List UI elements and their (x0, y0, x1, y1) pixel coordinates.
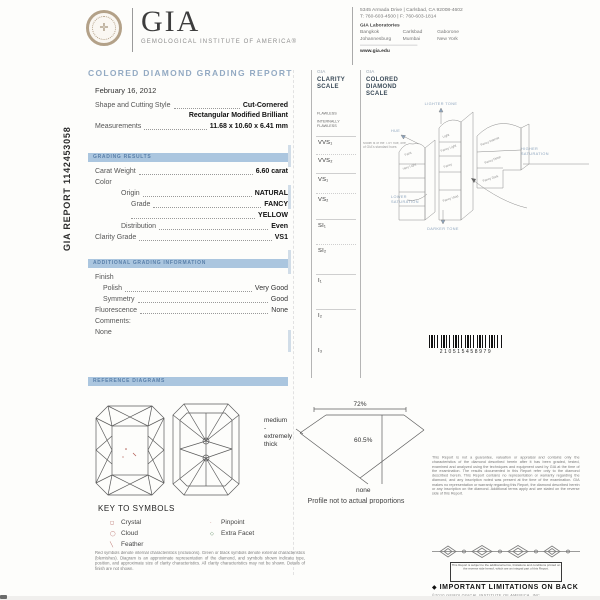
clarity-grade-vs1: VS₁ (318, 177, 329, 183)
clarity-label: Clarity Grade (95, 234, 137, 241)
girdle-label-1: medium (264, 417, 288, 424)
additional-info-section (95, 272, 288, 338)
carat-row (95, 166, 288, 177)
measurements-row (95, 121, 288, 132)
lab-city: Johannesburg (360, 36, 392, 42)
girdle-label-3: extremely (264, 433, 293, 440)
key-to-symbols (98, 504, 288, 550)
polish-value: Very Good (254, 285, 288, 292)
axis-darker-tone: DARKER TONE (427, 227, 459, 231)
labs-grid (360, 29, 524, 42)
gia-seal-icon (86, 10, 122, 46)
symmetry-label: Symmetry (103, 296, 135, 303)
scale-divider (316, 244, 356, 245)
key-item-pinpoint (210, 517, 300, 528)
comments-value: None (95, 329, 112, 336)
key-item-label: Pinpoint (221, 519, 245, 526)
comments-value-row (95, 327, 288, 338)
color-scale-gia: GIA (366, 70, 375, 75)
grade-pointer-arrow (473, 180, 527, 208)
spine-microtext (288, 185, 291, 209)
girdle-label-4: thick (264, 441, 278, 448)
crown-plot-diagram (93, 403, 167, 498)
carat-value: 6.60 carat (255, 168, 288, 175)
scale-divider (316, 154, 356, 155)
block-label: Fancy Vivid (442, 194, 459, 203)
comments-row (95, 316, 288, 327)
block-label: Fancy Dark (482, 174, 499, 183)
depth-percentage: 60.5% (354, 437, 373, 444)
clarity-grade-si2: SI₂ (318, 248, 327, 254)
axis-lighter-tone: LIGHTER TONE (424, 102, 458, 106)
shape-value: Cut-Cornered (242, 102, 288, 109)
origin-label: Origin (121, 190, 140, 197)
scale-divider (316, 136, 356, 137)
axis-lower-saturation-2: SATURATION (391, 200, 419, 204)
profile-diagram (256, 396, 446, 504)
inclusion-symbols (122, 448, 136, 457)
barcode-bars (429, 335, 503, 348)
table-percentage: 72% (353, 401, 367, 408)
color-scale-column (360, 70, 600, 378)
grade-label: Grade (131, 201, 151, 208)
grading-results-header: GRADING RESULTS (88, 153, 288, 162)
axis-lower-saturation-1: LOWER (391, 195, 407, 199)
clarity-scale-title-2: SCALE (317, 84, 339, 90)
clarity-row (95, 232, 288, 243)
key-item-crystal (110, 517, 210, 528)
spine-microtext (288, 250, 291, 274)
key-item-label: Feather (121, 541, 144, 548)
measurements-label: Measurements (95, 123, 142, 130)
scale-divider (316, 274, 356, 275)
scan-edge (0, 596, 600, 600)
security-strip (432, 544, 580, 559)
color-scale-title-2: DIAMOND (366, 84, 397, 90)
lab-city: Gaborone (437, 29, 459, 35)
key-item-feather (110, 539, 210, 550)
clarity-value: VS1 (274, 234, 288, 241)
clarity-scale-column (311, 70, 358, 378)
diamond-icon: ◆ (432, 585, 437, 591)
shape-value-line2: Rectangular Modified Brilliant (188, 112, 288, 119)
lab-city: Mumbai (402, 36, 421, 42)
pinpoint-symbol-icon: · (210, 519, 212, 526)
block-label: Fancy Light (439, 143, 457, 153)
distribution-value: Even (271, 223, 288, 230)
color-label: Color (95, 179, 112, 186)
address-line2: T: 760-603-4500 | F: 760-603-1814 (360, 14, 437, 20)
origin-row (95, 188, 288, 199)
girdle-label-2: - (264, 425, 267, 432)
scale-divider (316, 193, 356, 194)
spine-microtext (288, 145, 291, 167)
key-item-cloud (110, 528, 210, 539)
clarity-grade-vvs2: VVS₂ (318, 158, 333, 164)
cloud-symbol-icon: ◯ (110, 530, 116, 537)
axis-higher-saturation-1: HIGHER (521, 147, 539, 151)
brand-block (141, 5, 298, 45)
crystal-symbol-icon: ◻ (110, 519, 115, 526)
lab-city: Bangkok (360, 29, 380, 35)
lab-city: Carlsbad (402, 29, 423, 35)
grade-value-2: YELLOW (258, 212, 288, 219)
terms-box-text: This Report is subject to the additional terms, limitations and conditions printed on the reverse side hereof, which are an integral part of this Report. (451, 564, 561, 571)
scale-divider (316, 309, 356, 310)
if-label-1: INTERNALLY (317, 120, 340, 124)
gia-website: www.gia.edu (360, 45, 417, 55)
axis-hue: HUE (391, 129, 401, 133)
scale-divider (316, 219, 356, 220)
color-row (95, 177, 288, 188)
scale-divider (316, 173, 356, 174)
fluorescence-value: None (271, 307, 288, 314)
report-date: February 16, 2012 (95, 86, 157, 95)
pavilion-plot-diagram (170, 401, 242, 498)
gia-logo (86, 5, 298, 52)
grade-row (95, 199, 288, 210)
color-scale-title-1: COLORED (366, 77, 399, 83)
lab-city: New York (437, 36, 458, 42)
color-scale-3d-diagram (389, 90, 599, 250)
grade-value-1: FANCY (264, 201, 288, 208)
finish-row (95, 272, 288, 283)
key-item-label: Extra Facet (221, 530, 255, 537)
clarity-grade-i2: I₂ (318, 313, 323, 319)
clarity-grade-vs2: VS₂ (318, 197, 329, 203)
carat-label: Carat Weight (95, 168, 136, 175)
clarity-grade-si1: SI₁ (318, 223, 327, 229)
reference-diagrams-header: REFERENCE DIAGRAMS (88, 377, 288, 386)
feather-symbol-icon: ╲ (110, 541, 114, 548)
flawless-label: FLAWLESS (317, 112, 337, 116)
extra-facet-symbol-icon: ◇ (210, 530, 214, 537)
barcode-number: 210515458979 (439, 349, 493, 355)
symmetry-value: Good (270, 296, 288, 303)
identification-section (95, 100, 288, 132)
limitations-banner (432, 584, 578, 591)
address-line1: 5345 Armada Drive | Carlsbad, CA 92008-4602 (360, 7, 463, 13)
clarity-scale-gia: GIA (317, 70, 326, 75)
shape-label: Shape and Cutting Style (95, 102, 171, 109)
if-label-2: FLAWLESS (317, 124, 337, 129)
brand-text: GIA (141, 5, 201, 38)
scan-smudge (0, 595, 7, 599)
polish-row (95, 283, 288, 294)
key-item-label: Crystal (121, 519, 142, 526)
grade-row-2 (95, 210, 288, 221)
symbols-footnote: Red symbols denote internal characteristics (inclusions). Green or black symbols denote external characteristics (blemishes). Diagram is an approximate representation of the diamond, and symbols shown indicate type, position, and approximate size of clarity characteristics. All clarity characteristics may not be shown. Details of finish are not shown. (95, 551, 305, 572)
distribution-row (95, 221, 288, 232)
key-title: KEY TO SYMBOLS (98, 504, 175, 513)
terms-box (450, 562, 562, 582)
block-label: Fancy (442, 162, 453, 169)
block-label: Light (441, 132, 450, 139)
block-label: Very Light (401, 162, 417, 171)
axis-higher-saturation-2: SATURATION (521, 152, 549, 156)
symmetry-row (95, 294, 288, 305)
origin-value: NATURAL (254, 190, 288, 197)
color-scale-note: Model is of the 7.5Y hue, one of GIA's standard hues (363, 142, 406, 150)
report-number-vertical: GIA REPORT 1142453058 (62, 126, 72, 252)
clarity-grade-i3: I₃ (318, 348, 323, 354)
fluorescence-row (95, 305, 288, 316)
distribution-label: Distribution (121, 223, 157, 230)
additional-info-header: ADDITIONAL GRADING INFORMATION (88, 259, 288, 268)
polish-label: Polish (103, 285, 123, 292)
clarity-scale-title-1: CLARITY (317, 77, 346, 83)
clarity-scale-title (317, 77, 358, 91)
spine-microtext (288, 330, 291, 352)
block-label: Fancy Intense (479, 135, 500, 147)
fluorescence-label: Fluorescence (95, 307, 138, 314)
block-label: Faint (403, 150, 413, 157)
block-label: Fancy Deep (483, 154, 502, 165)
profile-caption: Profile not to actual proportions (307, 498, 405, 504)
disclaimer-text: This Report is not a guarantee, valuation or appraisal and contains only the characteristics of the diamond described herein after it has been graded, tested, examined and analyzed using the techniques and equipment used by GIA at the time of the examination. The results documented in this Report refer only to the diamond described herein. This Report contains no representation or warranty regarding the diamond, and any inscription noted was present at the time of the examination. GIA makes no representation or warranty regarding this Report, the diamond described herein or any inscription on the diamond. Additional terms apply and are stated on the reverse side of this Report. (432, 456, 580, 496)
finish-label: Finish (95, 274, 114, 281)
barcode (427, 335, 505, 355)
brand-subtitle: GEMOLOGICAL INSTITUTE OF AMERICA® (141, 39, 298, 45)
shape-row (95, 100, 288, 111)
limitations-text: IMPORTANT LIMITATIONS ON BACK (439, 584, 579, 591)
header-address (352, 7, 530, 65)
report-title: COLORED DIAMOND GRADING REPORT (88, 68, 293, 78)
color-scale-title-3: SCALE (366, 91, 388, 97)
key-item-label: Cloud (121, 530, 138, 537)
key-item-extra-facet (210, 528, 300, 539)
clarity-grade-i1: I₁ (318, 278, 322, 284)
culet-label: none (356, 487, 371, 494)
grading-results-section (95, 166, 288, 243)
labs-title: GIA Laboratories (360, 23, 400, 29)
clarity-grade-vvs1: VVS₁ (318, 140, 333, 146)
grade-pointer-head (471, 178, 476, 183)
measurements-value: 11.68 x 10.60 x 6.41 mm (209, 123, 288, 130)
comments-label: Comments: (95, 318, 131, 325)
logo-divider (132, 8, 133, 52)
